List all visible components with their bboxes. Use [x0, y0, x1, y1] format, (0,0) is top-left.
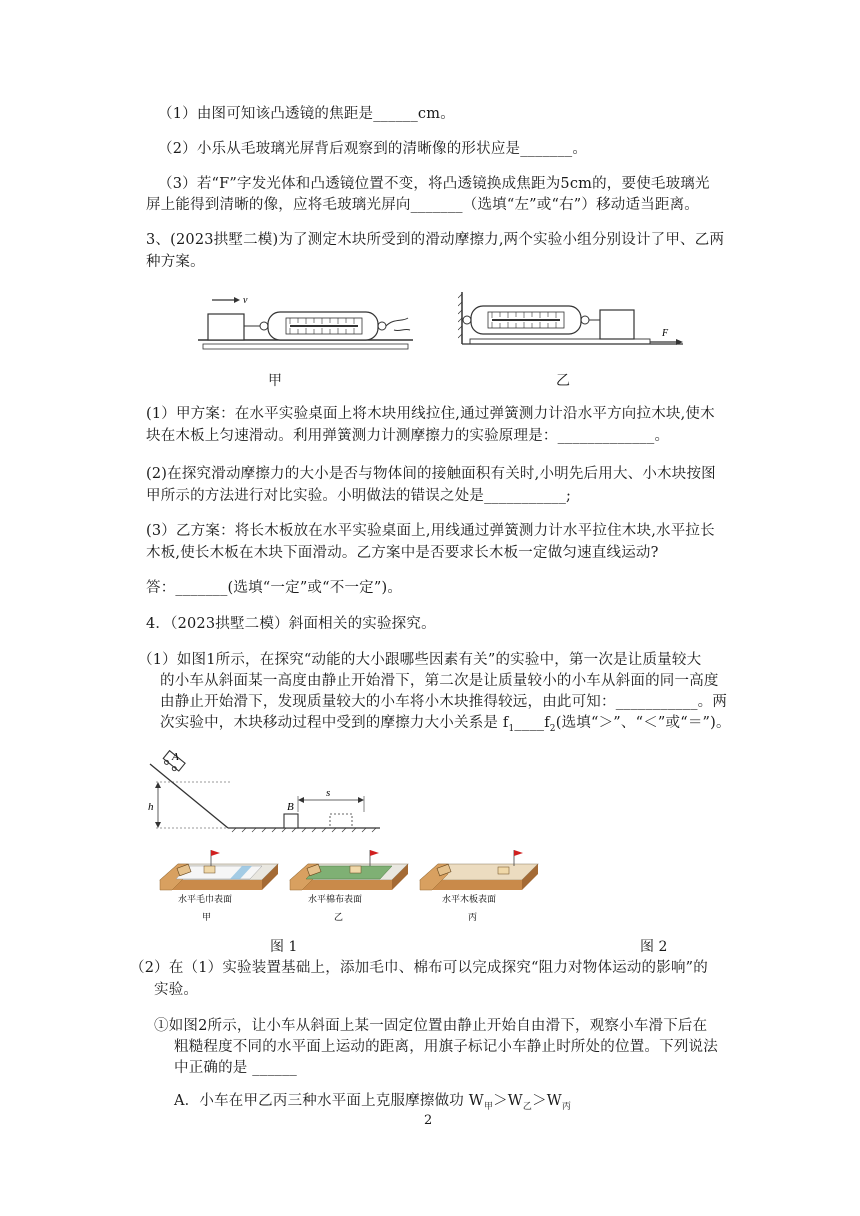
subscript-jia: 甲: [483, 1101, 494, 1112]
distance-label: s: [326, 787, 331, 799]
surface-3-tag: 丙: [468, 912, 478, 922]
q4-sub1-line3: 由静止开始滑下，发现质量较大的小车将小木块推得较远，由此可知：___________。两: [160, 694, 728, 710]
q3-sub1-line2: 块在木板上匀速滑动。利用弹簧测力计测摩擦力的实验原理是：_____________。: [146, 428, 670, 444]
q4-sub1-line1: （1）如图1所示，在探究“动能的大小跟哪些因素有关”的实验中，第一次是让质量较大: [138, 652, 702, 668]
car-A-label: A: [172, 751, 179, 763]
q4-sub1-line4-a: 次实验中，木块移动过程中受到的摩擦力大小关系是 f: [160, 715, 509, 731]
q2-sub3-line2: 屏上能得到清晰的像，应将毛玻璃光屏向_______（选填“左”或“右”）移动适当距离。: [146, 197, 699, 213]
q4-c1-line1: ①如图2所示，让小车从斜面上某一固定位置由静止开始自由滑下，观察小车滑下后在: [154, 1018, 708, 1034]
option-a-gt2: ＞W: [532, 1093, 562, 1109]
q3-sub2-line1: (2)在探究滑动摩擦力的大小是否与物体间的接触面积有关时,小明先后用大、小木块按图: [146, 466, 716, 482]
option-a-text: A．小车在甲乙丙三种水平面上克服摩擦做功 W: [174, 1093, 484, 1109]
q3-stem-line2: 种方案。: [146, 254, 205, 270]
q4-option-a: [174, 1091, 571, 1117]
velocity-label: v: [243, 295, 248, 306]
surface-1-tag: 甲: [202, 912, 212, 922]
q4-sub1-line4-c: (选填“＞”、“＜”或“＝”)。: [555, 715, 731, 731]
figure-jia: [198, 288, 418, 350]
q2-sub1: （1）由图可知该凸透镜的焦距是______cm。: [158, 106, 455, 122]
q3-answer: 答：_______(选填“一定”或“不一定”)。: [146, 580, 403, 596]
q4-sub2-line2: 实验。: [154, 982, 199, 998]
subscript-bing: 丙: [561, 1101, 572, 1112]
surface-towel: [160, 850, 278, 890]
figure-1-caption: 图 1: [270, 939, 298, 955]
surface-1-label: 水平毛巾表面: [178, 894, 233, 904]
q4-sub1-line4: [160, 713, 731, 739]
q4-c1-line2: 粗糙程度不同的水平面上运动的距离，用旗子标记小车静止时所处的位置。下列说法: [174, 1039, 718, 1055]
surface-3-label: 水平木板表面: [442, 894, 497, 904]
q3-sub2-line2: 甲所示的方法进行对比实验。小明做法的错误之处是___________;: [146, 488, 572, 504]
figure-2-surfaces: [158, 846, 558, 926]
force-label: F: [662, 328, 669, 339]
figure-2-caption: 图 2: [640, 939, 668, 955]
q3-sub3-line1: (3）乙方案：将长木板放在水平实验桌面上,用线通过弹簧测力计水平拉住木块,水平拉长: [146, 523, 715, 539]
q3-sub1-line1: (1）甲方案：在水平实验桌面上将木块用线拉住,通过弹簧测力计沿水平方向拉木块,使木: [146, 406, 715, 422]
q4-sub1-line4-b: ____f: [514, 715, 550, 731]
q4-sub2-line1: （2）在（1）实验装置基础上，添加毛巾、棉布可以完成探究“阻力对物体运动的影响”的: [130, 960, 708, 976]
surface-cotton: [290, 850, 408, 890]
q4-stem: 4．（2023拱墅二模）斜面相关的实验探究。: [146, 616, 436, 632]
q4-sub1-line2: 的小车从斜面某一高度由静止开始滑下，第二次是让质量较小的小车从斜面的同一高度: [160, 673, 719, 689]
figure-yi: [458, 290, 688, 350]
q4-c1-line3: 中正确的是 ______: [174, 1060, 298, 1076]
figure-yi-label: 乙: [556, 373, 570, 389]
q2-sub2: （2）小乐从毛玻璃光屏背后观察到的清晰像的形状应是_______。: [158, 141, 588, 157]
block-B-label: B: [287, 801, 294, 813]
height-label: h: [148, 801, 154, 813]
surface-2-tag: 乙: [334, 912, 344, 922]
subscript-2: 2: [549, 723, 556, 734]
q2-sub3-line1: （3）若“F”字发光体和凸透镜位置不变，将凸透镜换成焦距为5cm的，要使毛玻璃光: [158, 176, 710, 192]
surface-2-label: 水平棉布表面: [308, 894, 363, 904]
option-a-gt1: ＞W: [493, 1093, 523, 1109]
figure-1-slope: [140, 748, 390, 836]
q3-stem-line1: 3、(2023拱墅二模)为了测定木块所受到的滑动摩擦力,两个实验小组分别设计了甲、乙两: [146, 232, 725, 248]
surface-wood: [420, 850, 538, 890]
q3-sub3-line2: 木板,使长木板在木块下面滑动。乙方案中是否要求长木板一定做匀速直线运动?: [146, 545, 659, 561]
subscript-yi: 乙: [522, 1101, 533, 1112]
figure-jia-label: 甲: [268, 373, 282, 389]
subscript-1: 1: [508, 723, 515, 734]
page-number: 2: [424, 1113, 433, 1128]
